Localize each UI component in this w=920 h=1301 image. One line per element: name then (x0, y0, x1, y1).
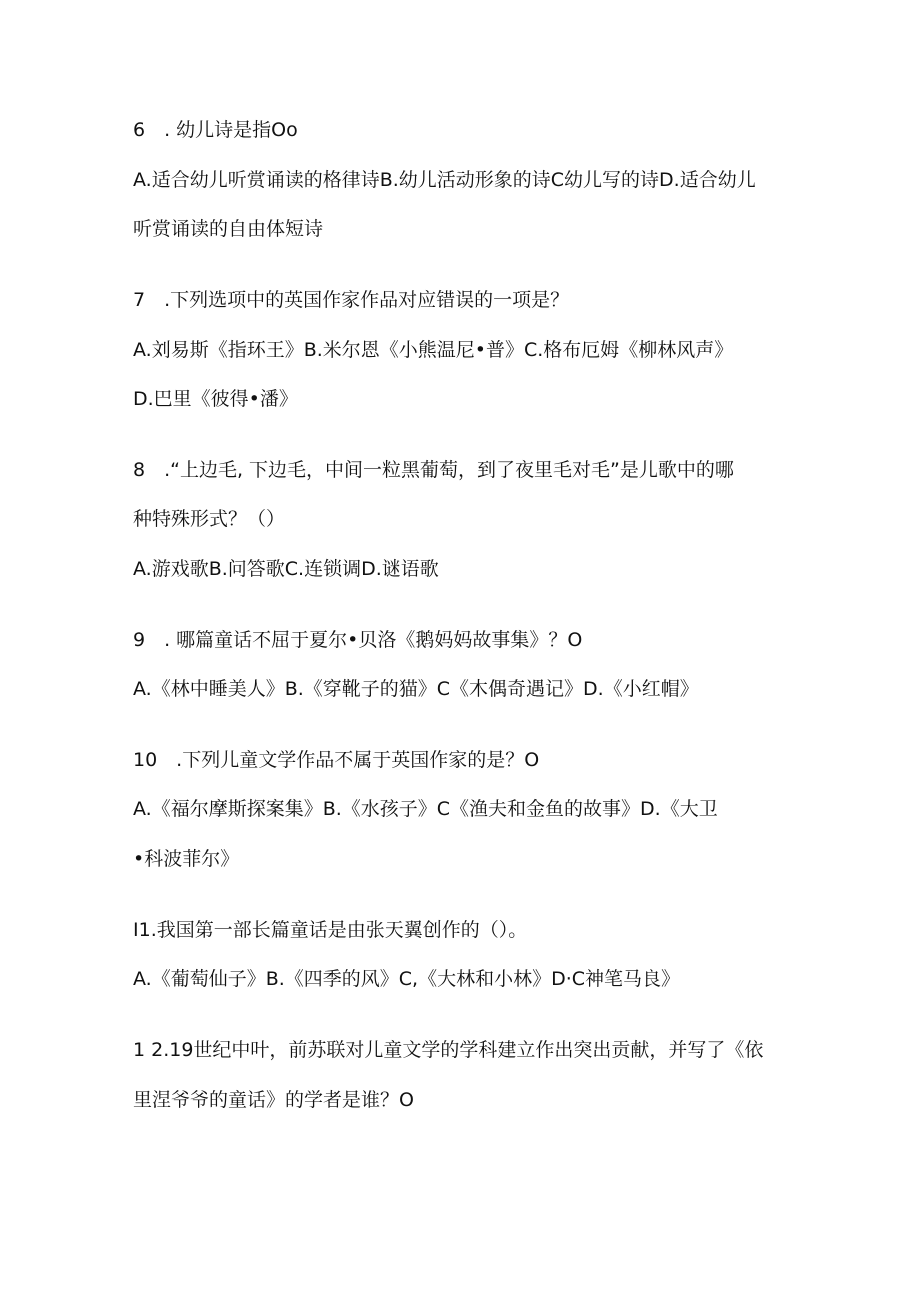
question-9-options: A.《林中睡美人》B.《穿靴子的猫》C《木偶奇遇记》D.《小红帽》 (133, 678, 699, 700)
question-7-options-line-2: D.巴里《彼得•潘》 (133, 388, 298, 410)
question-9-stem: 9 . 哪篇童话不屈于夏尔•贝洛《鹅妈妈故事集》？O (133, 629, 583, 651)
question-10-stem: 10 .下列儿童文学作品不属于英国作家的是？O (133, 749, 540, 771)
question-12-stem-line-1: 1 2.19世纪中叶，前苏联对儿童文学的学科建立作出突出贡献，并写了《依 (133, 1039, 764, 1061)
question-12-stem-line-2: 里涅爷爷的童话》的学者是谁？O (133, 1089, 414, 1111)
question-8-stem-line-1: 8 .“上边毛, 下边毛，中间一粒黑葡萄，到了夜里毛对毛”是儿歌中的哪 (133, 459, 734, 481)
question-6-stem: 6 . 幼儿诗是指Oo (133, 119, 298, 141)
question-7-stem: 7 .下列选项中的英国作家作品对应错误的一项是？ (133, 289, 570, 311)
question-8-options: A.游戏歌B.问答歌C.连锁调D.谜语歌 (133, 558, 439, 580)
question-11-options: A.《葡萄仙子》B.《四季的风》C,《大林和小林》D·C神笔马良》 (133, 968, 681, 990)
question-6-options-line-2: 听赏诵读的自由体短诗 (133, 218, 324, 240)
question-11-stem: I1.我国第一部长篇童话是由张天翼创作的（）。 (133, 919, 528, 941)
question-7-options-line-1: A.刘易斯《指环王》B.米尔恩《小熊温尼•普》C.格布厄姆《柳林风声》 (133, 339, 734, 361)
question-10-options-line-2: •科波菲尔》 (133, 848, 240, 870)
question-8-stem-line-2: 种特殊形式？（） (133, 508, 286, 530)
question-10-options-line-1: A.《福尔摩斯探案集》B.《水孩子》C《渔夫和金鱼的故事》D.《大卫 (133, 798, 718, 820)
question-6-options-line-1: A.适合幼儿听赏诵读的格律诗B.幼儿活动形象的诗C幼儿写的诗D.适合幼儿 (133, 169, 756, 191)
